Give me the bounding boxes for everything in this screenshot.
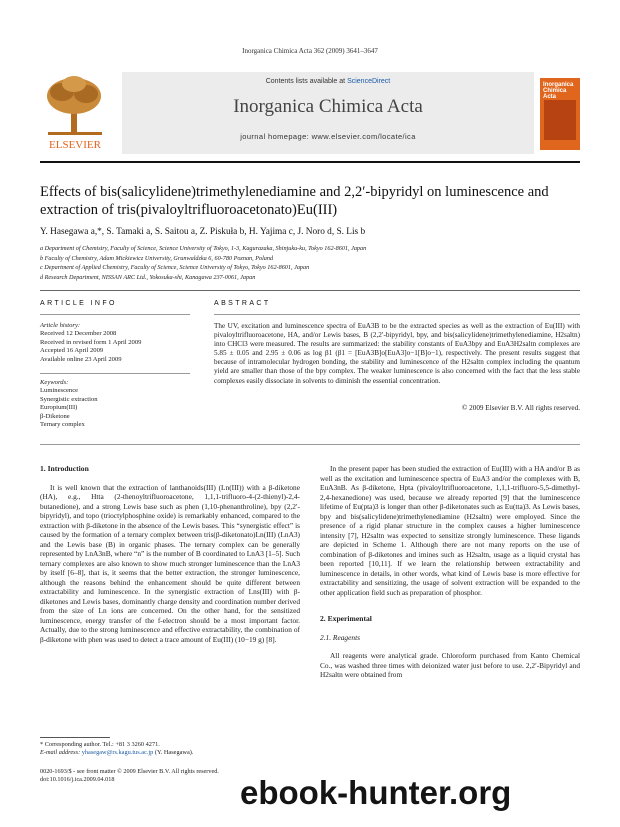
- article-info-bottom-rule: [40, 444, 580, 445]
- keywords: [40, 379, 190, 429]
- email-owner: (Y. Hasegawa).: [154, 749, 194, 757]
- elsevier-logo: [40, 72, 110, 154]
- author-list: Y. Hasegawa a,*, S. Tamaki a, S. Saitou a, Z. Piskuła b, H. Yajima c, J. Noro d, S. Lis b: [40, 227, 366, 237]
- article-title: Effects of bis(salicylidene)trimethylenediamine and 2,2′-bipyridyl on luminescence and extraction of tris(pivaloyltrifluoroacetonato)Eu(III): [40, 184, 549, 218]
- email-link[interactable]: yhasegaw@rs.kagu.tus.ac.jp: [81, 749, 154, 757]
- journal-cover: [540, 78, 580, 150]
- introduction-paragraph: It is well known that the extraction of lanthanoids(III) (Ln(III)) with a β-diketone (HA), e.g., Htta (2-thenoyltrifluoroacetone, 1,1,1-trifluoro-4-(2-thienyl)-2,4-butanedione), and a strong Lewis base such as phen (1,10-phenanthroline), bpy (2,2′-bipyridyl), and topo (trioctylphosphine oxide) is remarkably enhanced, compared to the extraction with β-diketone in the absence of the Lewis bases. This “synergistic effect” is caused by the formation of a ternary complex between tris(β-diketonato)Ln(III) (LnA3) and the Lewis base (B) in organic phases. The ternary complex can be generally represented by LnA3nB, where “n” is the number of B coordinated to LnA3 [1–5]. Such ternary complexes are also known to show much stronger luminescence than the LnA3 by itself [6–8], that is, it seems that the better extraction, the stronger luminescence, although the reasons behind the enhancement should be quite different between extractability and luminescence. In the synergistic extraction of Lns(III) with β-diketones and Lewis bases, dominantly charge density and coordination number derived from the size of Ln ions are concerned. On the other hand, for the sensitized luminescence, energy transfer of the f-electron should be a most important factor. Actually, due to the strong luminescence and effective extractability, the combination of β-diketone with phen was used to detect a trace amount of Eu(III) (10−19 g) [8].: [40, 482, 300, 644]
- history-revised: Received in revised form 1 April 2009: [40, 338, 142, 346]
- introduction-heading: 1. Introduction: [40, 464, 89, 473]
- history-label: Article history:: [40, 322, 81, 329]
- journal-homepage[interactable]: journal homepage: www.elsevier.com/locate/ica: [240, 132, 416, 141]
- journal-name: Inorganica Chimica Acta: [233, 96, 423, 117]
- present-paper-paragraph: In the present paper has been studied the extraction of Eu(III) with a HA and/or B as well as the excitation and luminescence spectra of EuA3 and/or the complexes with B, EuA3nB. As β-diketone, Hpta (pivaloyltrifluoroacetone, 1,1,1-trifluoro-5,5-dimethyl-2,4-hexanedione) was used, because we already reported [9] that the luminescence lifetime of Eu(pta)3 is longer than other β-diketonates such as Eu(tta)3. As Lewis bases, bpy and bis(salicylidene)trimethylenediamine (H2saltn) were employed. Since the presence of a rigid planar structure in the complex causes a higher luminescence intensity [7], H2saltn was expected to sensitize strongly luminescence. These ligands are depicted in Scheme 1. Although there are not many reports on the use of combination of β-diketones and imines such as H2saltn, usage as a liquid crystal has been reported [10,11]. If we learn the relationship between extractability and luminescence in details, in other words, what kind of Lewis base is more effective for extractability and sensitizing, the usage of solvent extraction will be expanded to the other application field such as preparation of phosphor.: [320, 464, 580, 597]
- doi-line: doi:10.1016/j.ica.2009.04.018: [40, 776, 115, 783]
- issn-line: 0020-1693/$ - see front matter © 2009 Elsevier B.V. All rights reserved.: [40, 768, 219, 775]
- footnote-rule: [40, 737, 110, 738]
- keywords-label: Keywords:: [40, 379, 69, 386]
- contents-line: [122, 78, 534, 85]
- corresponding-author: * Corresponding author. Tel.: +81 3 3260 4271.: [40, 741, 160, 748]
- cover-image: [544, 100, 576, 140]
- affiliations: [40, 244, 580, 282]
- abstract-heading: ABSTRACT: [214, 300, 271, 307]
- history-accepted: Accepted 16 April 2009: [40, 347, 104, 355]
- article-history: [40, 322, 190, 364]
- info-rule: [40, 290, 580, 291]
- article-info-divider: [40, 314, 190, 315]
- masthead: [40, 72, 580, 154]
- history-online: Available online 23 April 2009: [40, 355, 122, 363]
- affiliation-b: b Faculty of Chemistry, Adam Mickiewicz University, Grunwaldzka 6, 60-780 Poznan, Poland: [40, 254, 274, 262]
- journal-banner: [122, 72, 534, 154]
- keyword: Synergistic extraction: [40, 395, 98, 403]
- keyword: Ternary complex: [40, 421, 85, 429]
- body-column-right: [320, 464, 580, 680]
- elsevier-wordmark: ELSEVIER: [49, 139, 101, 151]
- body-column-left: [40, 464, 300, 644]
- affiliation-c: c Department of Applied Chemistry, Faculty of Science, Science University of Tokyo, Tokyo 162-8601, Japan: [40, 264, 310, 271]
- cover-title: Inorganica Chimica Acta: [543, 82, 574, 100]
- keywords-divider: [40, 373, 190, 374]
- masthead-rule: [40, 161, 580, 163]
- running-head: Inorganica Chimica Acta 362 (2009) 3641–3647: [242, 47, 378, 55]
- affiliation-a: a Department of Chemistry, Faculty of Science, Science University of Tokyo, 1-3, Kagurazaka, Shinjuku-ku, Tokyo 162-8601, Japan: [40, 245, 367, 252]
- keyword: Luminescence: [40, 387, 79, 395]
- keyword: Europium(III): [40, 404, 78, 412]
- affiliation-d: d Research Department, NISSAN ARC Ltd., Yokosuka-shi, Kanagawa 237-0061, Japan: [40, 273, 256, 281]
- footnote: [40, 741, 300, 757]
- tree-icon: [47, 76, 102, 135]
- article-info-heading: ARTICLE INFO: [40, 300, 117, 307]
- history-received: Received 12 December 2008: [40, 330, 117, 338]
- reagents-paragraph: All reagents were analytical grade. Chloroform purchased from Kanto Chemical Co., was washed three times with deionized water just before to use. 2,2′-Bipyridyl and H2saltn were obtained from: [320, 651, 580, 679]
- watermark: ebook-hunter.org: [240, 774, 512, 811]
- email-line: [40, 749, 300, 757]
- sciencedirect-link[interactable]: ScienceDirect: [347, 78, 391, 85]
- contents-prefix: Contents lists available at: [265, 78, 348, 85]
- reagents-heading: 2.1. Reagents: [320, 632, 361, 642]
- email-label: E-mail address:: [40, 749, 81, 757]
- abstract-copyright: © 2009 Elsevier B.V. All rights reserved.: [461, 404, 580, 412]
- keyword: β-Diketone: [40, 412, 70, 420]
- abstract-divider: [214, 314, 580, 315]
- abstract-text: The UV, excitation and luminescence spectra of EuA3B to be the extracted species as well as the extraction of Eu(III) with pivaloyltrifluoroacetone, HA, and/or Lewis bases, B (2,2′-bipyridyl, bpy, and bis(salicylidene)trimethylenediamine, H2saltn) into CHCl3 were measured. The results are summarized: the stability constants of EuA3bpy and EuA3H2saltn complexes are 5.85 ± 0.05 and 2.95 ± 0.06 as log β1 (β1 = [EuA3B]o[EuA3]o−1[B]o−1), respectively. The present results suggest that because of intramolecular hydrogen bonding, the stability and luminescence of the H2saltn complex including the quantum yield are smaller than those of the bpy complex. The weaker luminescence is also concerned with the fact that the less stable complexes easily dissociate in solvents to diminish the essential concentration.: [214, 322, 580, 385]
- experimental-heading: 2. Experimental: [320, 614, 372, 623]
